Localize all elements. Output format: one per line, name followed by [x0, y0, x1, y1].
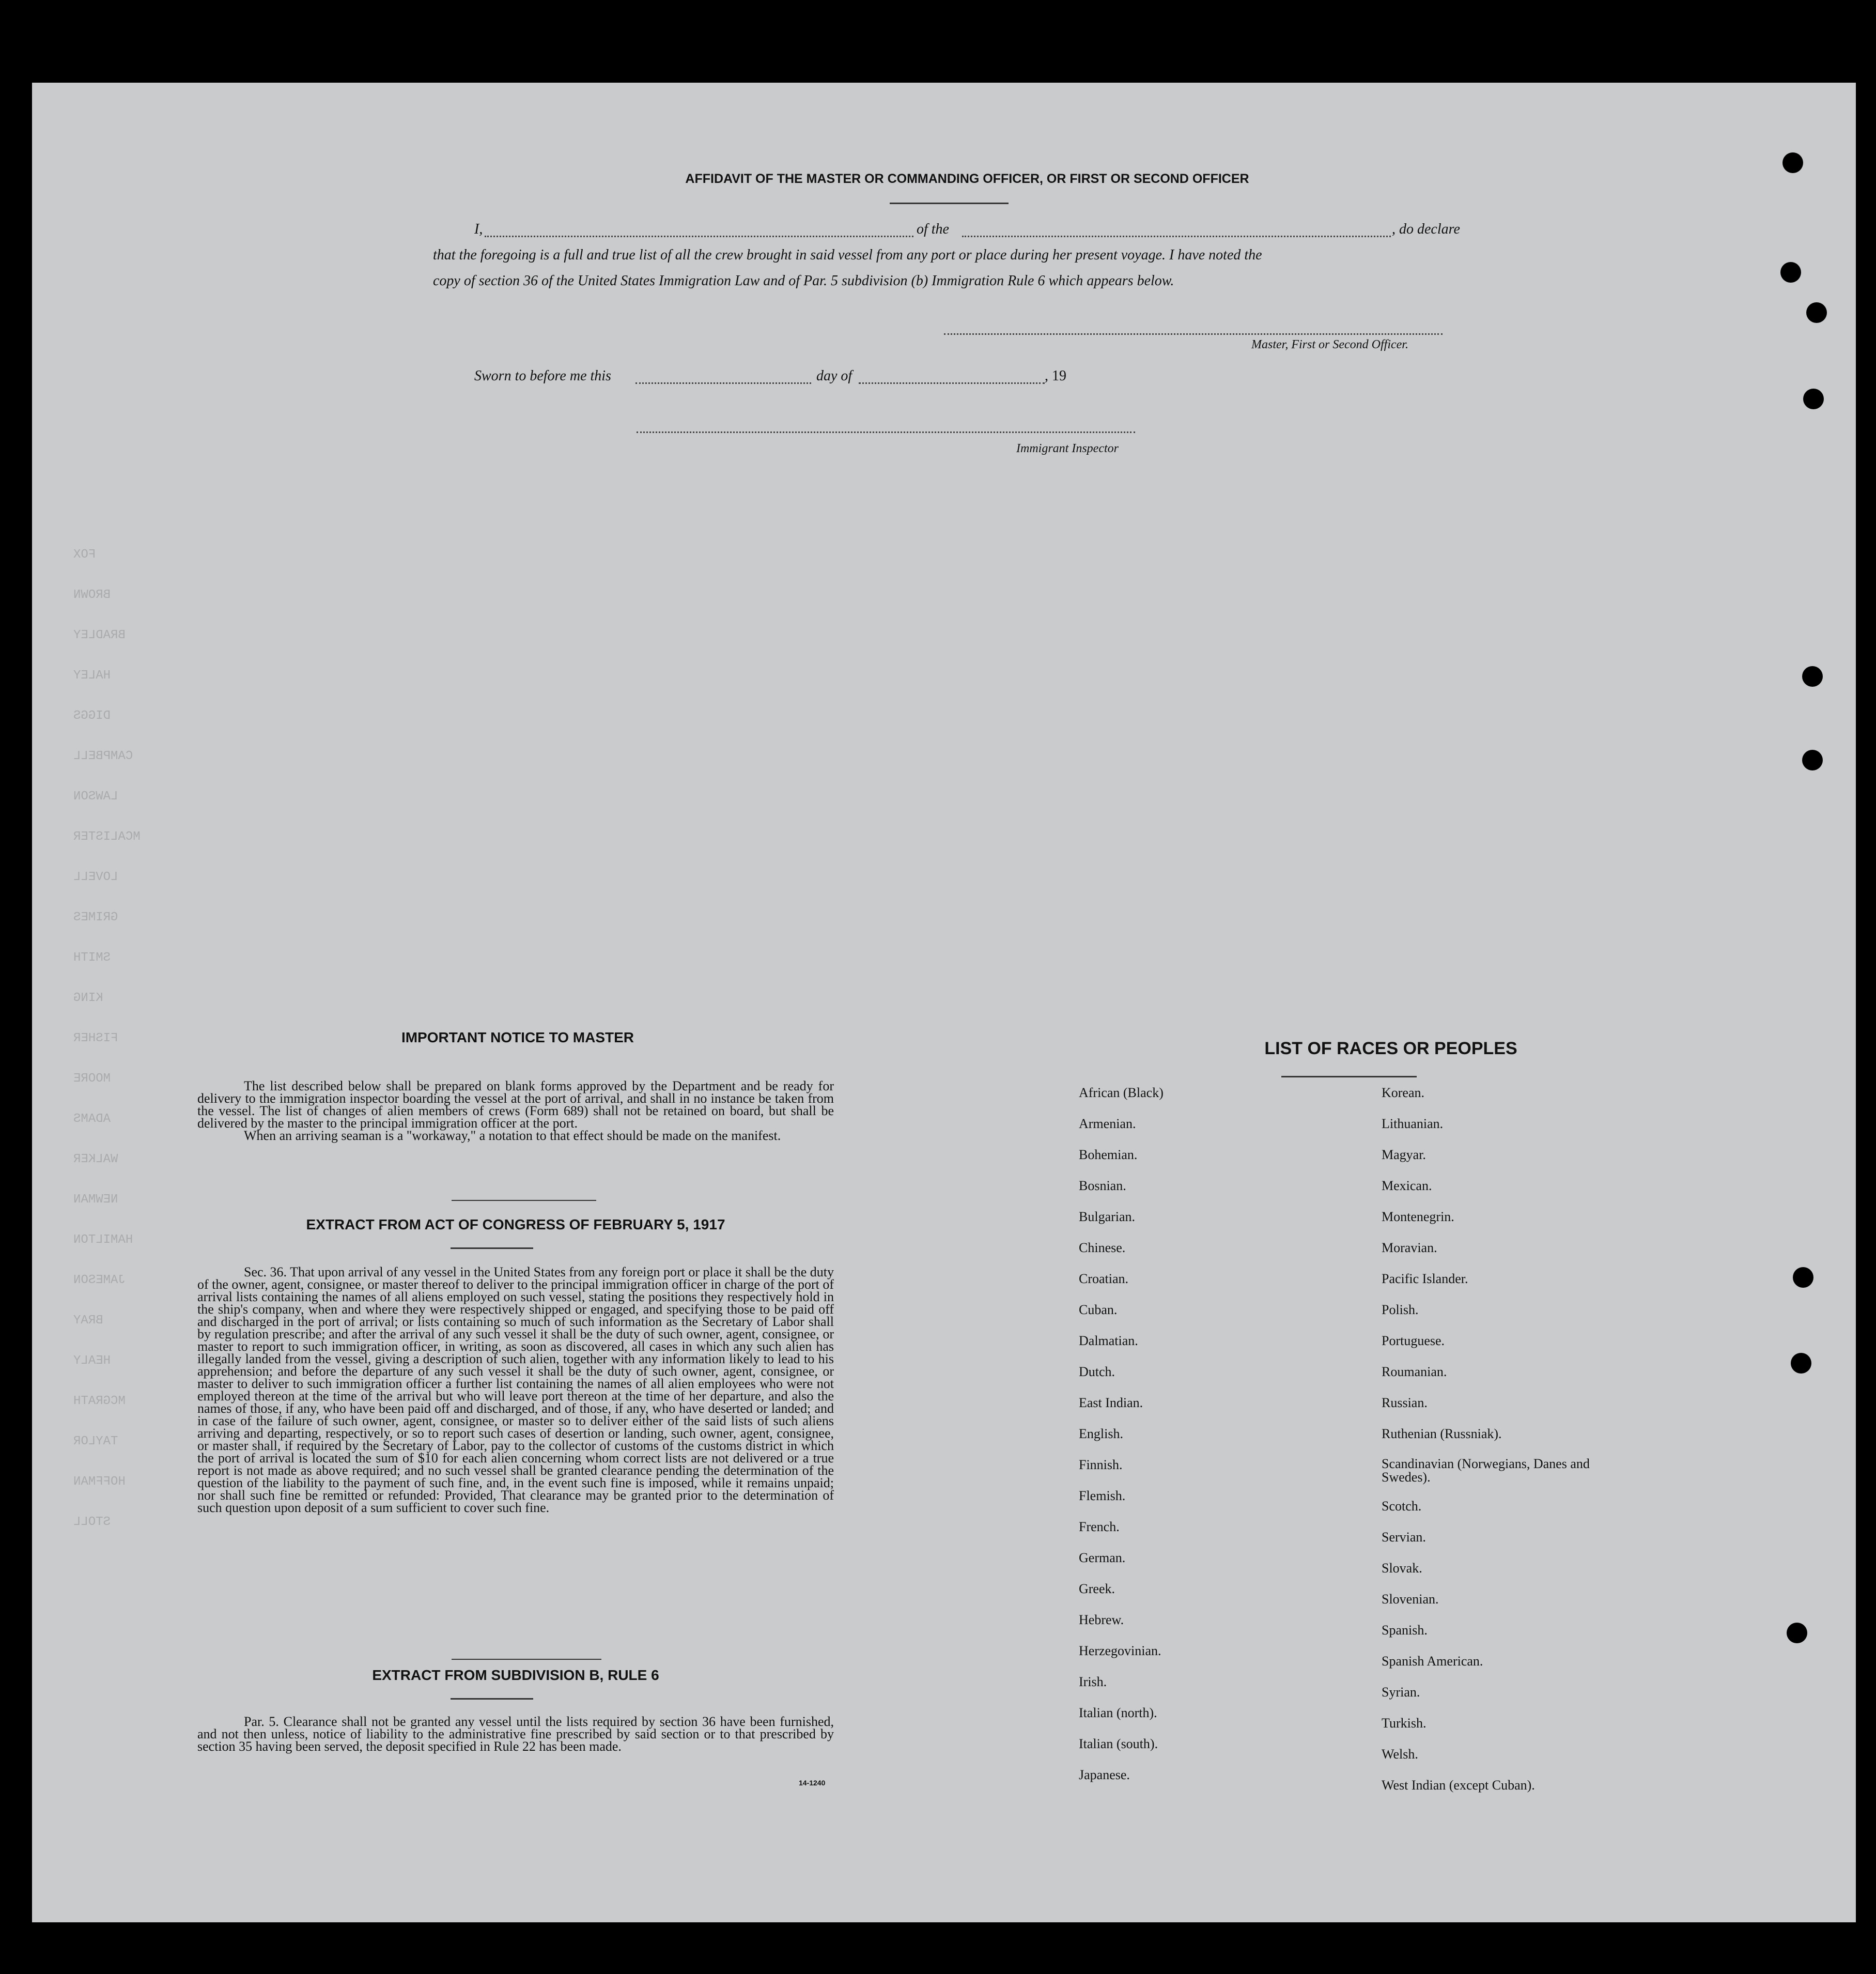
binder-hole-4	[1803, 389, 1824, 409]
race-item: Irish.	[1079, 1674, 1107, 1689]
race-item: English.	[1079, 1426, 1123, 1441]
extract-act-title-rule	[451, 1247, 533, 1249]
affidavit-line-i: I,	[474, 221, 483, 237]
race-item: Greek.	[1079, 1581, 1115, 1596]
race-item: Ruthenian (Russniak).	[1382, 1426, 1502, 1441]
show-through-name: DIGGS	[73, 709, 111, 723]
race-item: Roumanian.	[1382, 1364, 1447, 1379]
race-item: Scotch.	[1382, 1499, 1422, 1514]
race-item: Polish.	[1382, 1302, 1419, 1317]
extract-rule-title: EXTRACT FROM SUBDIVISION B, RULE 6	[372, 1667, 659, 1683]
race-item: Scandinavian (Norwegians, Danes and Swedes).	[1382, 1456, 1590, 1485]
race-item: Welsh.	[1382, 1747, 1418, 1762]
sworn-day-blank	[635, 382, 811, 384]
form-number: 14-1240	[799, 1779, 826, 1787]
race-item: West Indian (except Cuban).	[1382, 1778, 1535, 1793]
show-through-name: MOORE	[73, 1072, 111, 1086]
show-through-name: HEALY	[73, 1354, 111, 1368]
show-through-name: CAMPBELL	[73, 749, 133, 763]
race-item: Bulgarian.	[1079, 1209, 1136, 1224]
affidavit-line-of-the: of the	[917, 221, 949, 237]
race-item: Italian (south).	[1079, 1736, 1158, 1751]
show-through-name: WALKER	[73, 1152, 118, 1166]
affidavit-vessel-blank	[962, 236, 1391, 237]
race-item: Portuguese.	[1382, 1333, 1445, 1348]
binder-hole-1	[1782, 152, 1803, 173]
show-through-name: HALEY	[73, 669, 111, 683]
notice-body	[197, 1080, 834, 1142]
race-item: African (Black)	[1079, 1085, 1164, 1100]
race-item: Spanish American.	[1382, 1654, 1483, 1669]
race-item: Flemish.	[1079, 1488, 1126, 1503]
affidavit-title-rule	[890, 203, 1009, 204]
race-item: Moravian.	[1382, 1240, 1437, 1255]
show-through-name: MCALISTER	[73, 830, 141, 844]
affidavit-line-declare: , do declare	[1392, 221, 1460, 237]
race-item: Pacific Islander.	[1382, 1271, 1468, 1286]
binder-hole-3	[1806, 302, 1827, 323]
race-item: Slovak.	[1382, 1561, 1422, 1576]
affidavit-name-blank	[485, 236, 913, 237]
race-item: Herzegovinian.	[1079, 1643, 1161, 1658]
race-item: Bohemian.	[1079, 1147, 1138, 1162]
notice-title: IMPORTANT NOTICE TO MASTER	[401, 1029, 634, 1045]
race-item: East Indian.	[1079, 1395, 1143, 1410]
race-item: Dutch.	[1079, 1364, 1115, 1379]
inspector-signature-line	[637, 431, 1135, 433]
binder-hole-2	[1780, 262, 1801, 283]
race-item: Lithuanian.	[1382, 1116, 1444, 1131]
race-item: Japanese.	[1079, 1767, 1130, 1782]
races-left-column	[1079, 1085, 1347, 1798]
race-item: Syrian.	[1382, 1685, 1420, 1700]
race-item: Magyar.	[1382, 1147, 1426, 1162]
show-through-name: TAYLOR	[73, 1435, 118, 1448]
year-prefix: , 19	[1045, 368, 1066, 384]
inspector-label: Immigrant Inspector	[1016, 442, 1119, 455]
show-through-name: HAMILTON	[73, 1233, 133, 1247]
race-item: Servian.	[1382, 1530, 1426, 1545]
races-title-rule	[1281, 1076, 1417, 1077]
race-item: Cuban.	[1079, 1302, 1118, 1317]
extract-rule-title-rule	[451, 1698, 533, 1700]
race-item: Dalmatian.	[1079, 1333, 1138, 1348]
show-through-name: HOFFMAN	[73, 1475, 126, 1489]
notice-paragraph-2: When an arriving seaman is a "workaway," a notation to that effect should be made on the manifest.	[244, 1128, 781, 1143]
binder-hole-8	[1791, 1353, 1811, 1374]
race-item: Turkish.	[1382, 1716, 1427, 1731]
races-title: LIST OF RACES OR PEOPLES	[1264, 1039, 1517, 1058]
race-item: Bosnian.	[1079, 1178, 1126, 1193]
show-through-name: MCGRATH	[73, 1394, 126, 1408]
notice-paragraph-1: The list described below shall be prepared on blank forms approved by the Department and be ready for delivery to the immigration inspector boarding the vessel at the port of arrival, and shall in no instance be taken from the vessel. The list of changes of alien members of crews (Form 689) shall not be retained on board, but shall be delivered by the master to the principal immigration officer at the port.	[197, 1078, 834, 1131]
notice-divider	[452, 1200, 596, 1201]
binder-hole-6	[1802, 750, 1823, 770]
race-item: Spanish.	[1382, 1623, 1428, 1638]
race-item: Finnish.	[1079, 1457, 1123, 1472]
race-item: Hebrew.	[1079, 1612, 1124, 1627]
race-item: Italian (north).	[1079, 1705, 1157, 1720]
race-item: Armenian.	[1079, 1116, 1136, 1131]
show-through-name: NEWMAN	[73, 1193, 118, 1207]
extract-act-title: EXTRACT FROM ACT OF CONGRESS OF FEBRUARY 5, 1917	[306, 1216, 725, 1232]
master-signature-label: Master, First or Second Officer.	[1251, 338, 1408, 351]
show-through-name: FISHER	[73, 1031, 118, 1045]
extract-act-text: Sec. 36. That upon arrival of any vessel in the United States from any foreign port or place it shall be the duty of the owner, agent, consignee, or master thereof to deliver to the principal immigration officer in charge of the port of arrival lists containing the names of all aliens employed on such vessel, stating the positions they respectively hold in the ship's company, when and where they were respectively shipped or engaged, and specifying those to be paid off and discharged in the port of arrival; or lists containing so much of such information as the Secretary of Labor shall by regulation prescribe; and after the arrival of any such vessel it shall be the duty of such owner, agent, consignee, or master to report to such immigration officer, in writing, as soon as discovered, all cases in which any such alien has illegally landed from the vessel, giving a description of such alien, together with any information likely to lead to his apprehension; and before the departure of any such vessel it shall be the duty of such owner, agent, consignee, or master to deliver to such immigration officer a further list containing the names of all alien employees who were not employed thereon at the time of the arrival but who will leave port thereon at the time of her departure, and also the names of those, if any, who have been paid off and discharged, and of those, if any, who have deserted or landed; and in case of the failure of such owner, agent, consignee, or master so to deliver either of the said lists of such aliens arriving and departing, respectively, or so to report such cases of desertion or landing, such owner, agent, consignee, or master shall, if required by the Secretary of Labor, pay to the collector of customs of the customs district in which the port of arrival is located the sum of $10 for each alien concerning whom correct lists are not delivered or a true report is not made as above required; and no such vessel shall be granted clearance pending the determination of the question of the liability to the payment of such fine, and, in the event such fine is imposed, while it remains unpaid; nor shall such fine be remitted or refunded: Provided, That clearance may be granted prior to the determination of such question upon deposit of a sum sufficient to cover such fine.	[197, 1264, 834, 1515]
day-of-label: day of	[816, 368, 852, 384]
document-sheet	[32, 83, 1856, 1922]
race-item: Russian.	[1382, 1395, 1428, 1410]
show-through-name: ADAMS	[73, 1112, 111, 1126]
show-through-name: GRIMES	[73, 911, 118, 924]
races-right-column	[1382, 1085, 1619, 1809]
show-through-name: JAMESON	[73, 1273, 126, 1287]
show-through-name: STOLL	[73, 1515, 111, 1529]
binder-hole-9	[1787, 1623, 1807, 1643]
show-through-name: BRADLEY	[73, 628, 126, 642]
show-through-name: LOVELL	[73, 870, 118, 884]
race-item: Croatian.	[1079, 1271, 1129, 1286]
extract-rule-text: Par. 5. Clearance shall not be granted any vessel until the lists required by section 36 have been furnished, and not then unless, notice of liability to the administrative fine prescribed by said section or to that prescribed by section 35 having been served, the deposit specified in Rule 22 has been made.	[197, 1714, 834, 1754]
extract-act-divider	[452, 1659, 601, 1660]
sworn-before-label: Sworn to before me this	[474, 368, 611, 384]
affidavit-statement-2: copy of section 36 of the United States Immigration Law and of Par. 5 subdivision (b) Immigration Rule 6 which appears below.	[433, 273, 1174, 289]
master-signature-line	[944, 333, 1443, 335]
show-through-name: BROWN	[73, 588, 111, 602]
show-through-name: BRAY	[73, 1314, 103, 1328]
race-item: Slovenian.	[1382, 1592, 1439, 1607]
race-item: Montenegrin.	[1382, 1209, 1454, 1224]
show-through-name: SMITH	[73, 951, 111, 965]
binder-hole-7	[1793, 1267, 1813, 1288]
race-item: German.	[1079, 1550, 1126, 1565]
show-through-name: LAWSON	[73, 790, 118, 804]
show-through-name: KING	[73, 991, 103, 1005]
affidavit-statement-1: that the foregoing is a full and true list of all the crew brought in said vessel from any port or place during her present voyage. I have noted the	[433, 247, 1262, 263]
affidavit-title: AFFIDAVIT OF THE MASTER OR COMMANDING OFFICER, OR FIRST OR SECOND OFFICER	[685, 172, 1249, 186]
show-through-name: FOX	[73, 548, 96, 562]
race-item: Mexican.	[1382, 1178, 1432, 1193]
sworn-month-blank	[859, 382, 1045, 384]
race-item: Chinese.	[1079, 1240, 1126, 1255]
race-item: French.	[1079, 1519, 1120, 1534]
binder-hole-5	[1802, 666, 1823, 687]
race-item: Korean.	[1382, 1085, 1425, 1100]
